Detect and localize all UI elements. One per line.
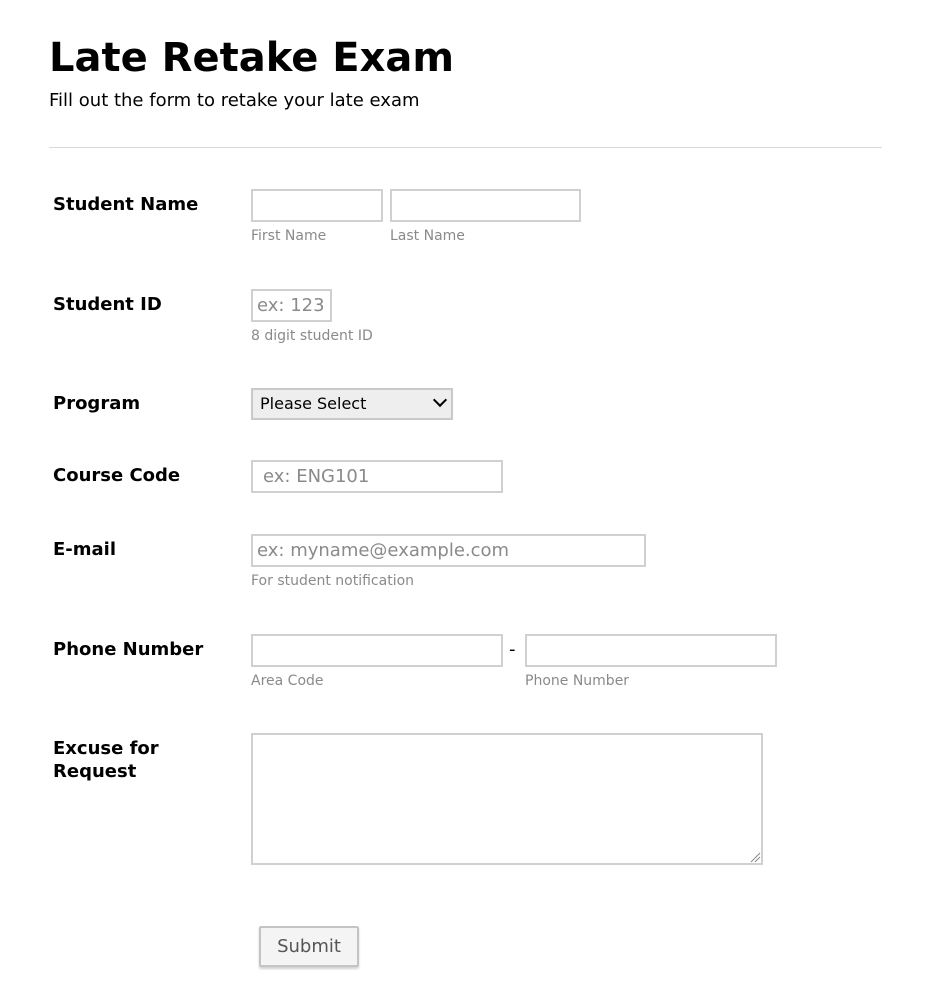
phone-number-input[interactable]	[525, 634, 777, 667]
phone-separator: -	[509, 639, 516, 660]
form-subtitle: Fill out the form to retake your late exam	[49, 90, 420, 111]
course-code-input[interactable]	[251, 460, 503, 493]
program-label: Program	[53, 393, 141, 414]
area-code-sublabel: Area Code	[251, 673, 324, 689]
form-header	[49, 30, 882, 116]
excuse-label: Excuse for Request	[53, 738, 159, 782]
area-code-input[interactable]	[251, 634, 503, 667]
submit-button[interactable]: Submit	[259, 926, 359, 967]
form-title: Late Retake Exam	[49, 35, 455, 81]
first-name-input[interactable]	[251, 189, 383, 222]
email-label: E-mail	[53, 539, 117, 560]
excuse-textarea[interactable]	[251, 733, 763, 865]
chevron-down-icon	[433, 393, 447, 407]
first-name-sublabel: First Name	[251, 228, 327, 244]
email-input[interactable]	[251, 534, 646, 567]
phone-number-sublabel: Phone Number	[525, 673, 630, 689]
resize-grip-icon[interactable]	[749, 851, 761, 863]
last-name-sublabel: Last Name	[390, 228, 465, 244]
student-id-label: Student ID	[53, 294, 162, 315]
student-id-input[interactable]	[251, 289, 332, 322]
last-name-input[interactable]	[390, 189, 581, 222]
student-name-label: Student Name	[53, 194, 199, 215]
phone-label: Phone Number	[53, 639, 204, 660]
student-id-sublabel: 8 digit student ID	[251, 328, 373, 344]
header-divider	[49, 147, 882, 148]
program-selected-value: Please Select	[260, 394, 367, 413]
program-select[interactable]	[251, 388, 453, 420]
email-sublabel: For student notification	[251, 573, 415, 589]
course-code-label: Course Code	[53, 465, 181, 486]
